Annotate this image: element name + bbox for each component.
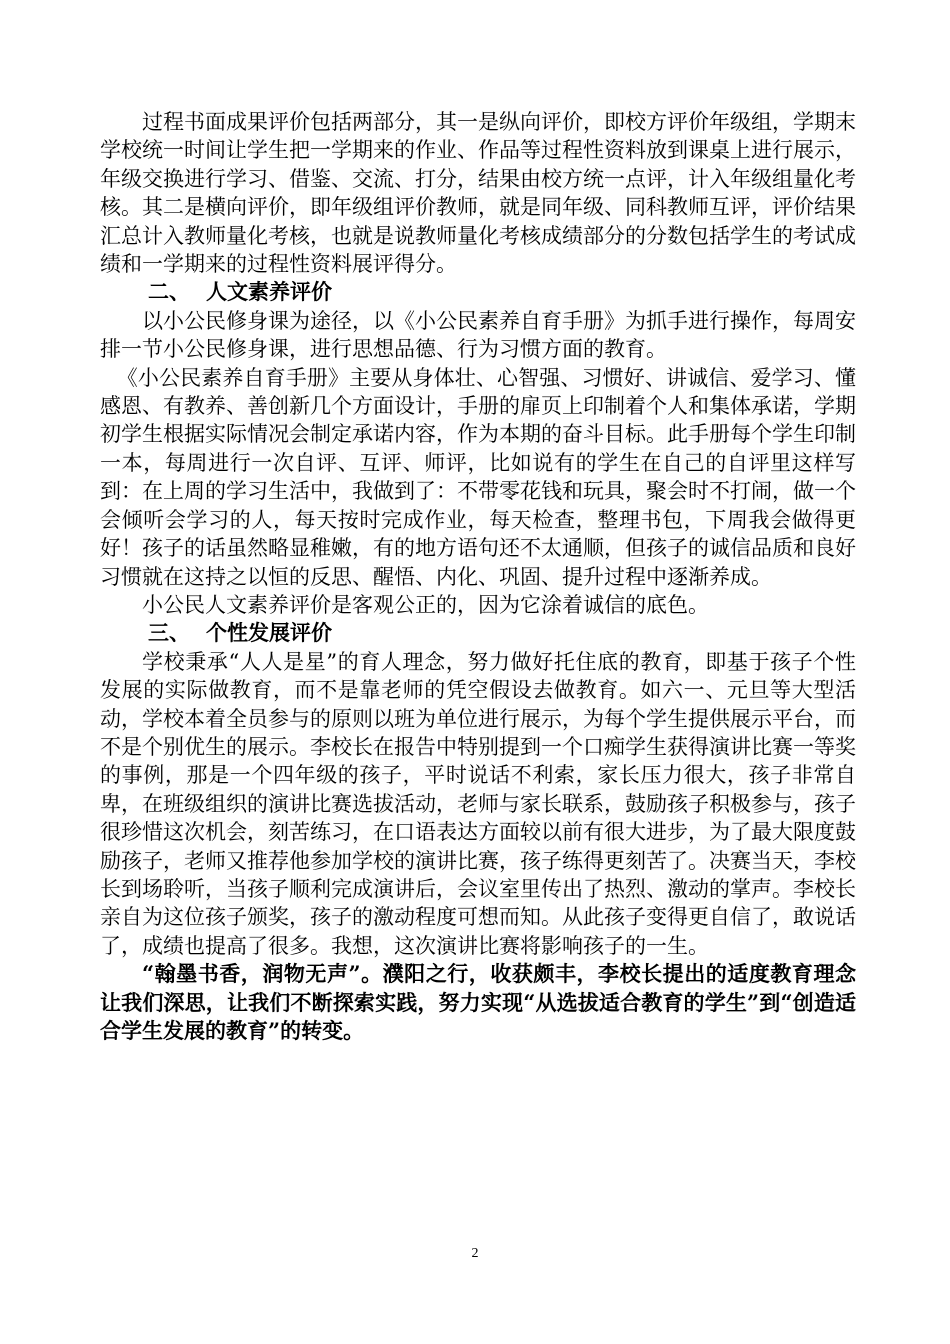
document-body: [100, 108, 856, 1045]
paragraph-handbook: 《小公民素养自育手册》主要从身体壮、心智强、习惯好、讲诚信、爱学习、懂感恩、有教养、善创新几个方面设计，手册的扉页上印制着个人和集体承诺，学期初学生根据实际情况会制定承诺内容，作为本期的奋斗目标。此手册每个学生印制一本，每周进行一次自评、互评、师评，比如说有的学生在自己的自评里这样写到：在上周的学习生活中，我做到了：不带零花钱和玩具，聚会时不打闹，做一个会倾听会学习的人，每天按时完成作业，每天检查，整理书包，下周我会做得更好！孩子的话虽然略显稚嫩，有的地方语句还不太通顺，但孩子的诚信品质和良好习惯就在这持之以恒的反思、醒悟、内化、巩固、提升过程中逐渐养成。: [100, 365, 856, 589]
paragraph-civic-class: 以小公民修身课为途径，以《小公民素养自育手册》为抓手进行操作，每周安排一节小公民修身课，进行思想品德、行为习惯方面的教育。: [100, 308, 856, 362]
section-number: 三、: [148, 620, 190, 646]
paragraph-conclusion: “翰墨书香，润物无声”。濮阳之行，收获颇丰，李校长提出的适度教育理念让我们深思，让我们不断探索实践，努力实现“从选拔适合教育的学生”到“创造适合学生发展的教育”的转变。: [100, 961, 856, 1043]
paragraph-personality-development: 学校秉承“人人是星”的育人理念，努力做好托住底的教育，即基于孩子个性发展的实际做教育，而不是靠老师的凭空假设去做教育。如六一、元旦等大型活动，学校本着全员参与的原则以班为单位进行展示，为每个学生提供展示平台，而不是个别优生的展示。李校长在报告中特别提到一个口痴学生获得演讲比赛一等奖的事例，那是一个四年级的孩子，平时说话不利索，家长压力很大，孩子非常自卑，在班级组织的演讲比赛选拔活动，老师与家长联系，鼓励孩子积极参与，孩子很珍惜这次机会，刻苦练习，在口语表达方面较以前有很大进步，为了最大限度鼓励孩子，老师又推荐他参加学校的演讲比赛，孩子练得更刻苦了。决赛当天，李校长到场聆听，当孩子顺利完成演讲后，会议室里传出了热烈、激动的掌声。李校长亲自为这位孩子颁奖，孩子的激动程度可想而知。从此孩子变得更自信了，敢说话了，成绩也提高了很多。我想，这次演讲比赛将影响孩子的一生。: [100, 649, 856, 958]
paragraph-process-evaluation: 过程书面成果评价包括两部分，其一是纵向评价，即校方评价年级组，学期末学校统一时间让学生把一学期来的作业、作品等过程性资料放到课桌上进行展示，年级交换进行学习、借鉴、交流、打分，结果由校方统一点评，计入年级组量化考核。其二是横向评价，即年级组评价教师，就是同年级、同科教师互评，评价结果汇总计入教师量化考核，也就是说教师量化考核成绩部分的分数包括学生的考试成绩和一学期来的过程性资料展评得分。: [100, 110, 856, 277]
section-title: 个性发展评价: [206, 620, 332, 646]
paragraph-humanities-summary: 小公民人文素养评价是客观公正的，因为它涂着诚信的底色。: [142, 592, 709, 617]
section-title: 人文素养评价: [206, 279, 332, 305]
page-number: 2: [471, 1246, 479, 1261]
section-heading-personality: [100, 619, 856, 647]
section-heading-humanities: [100, 278, 856, 306]
section-number: 二、: [148, 279, 190, 305]
